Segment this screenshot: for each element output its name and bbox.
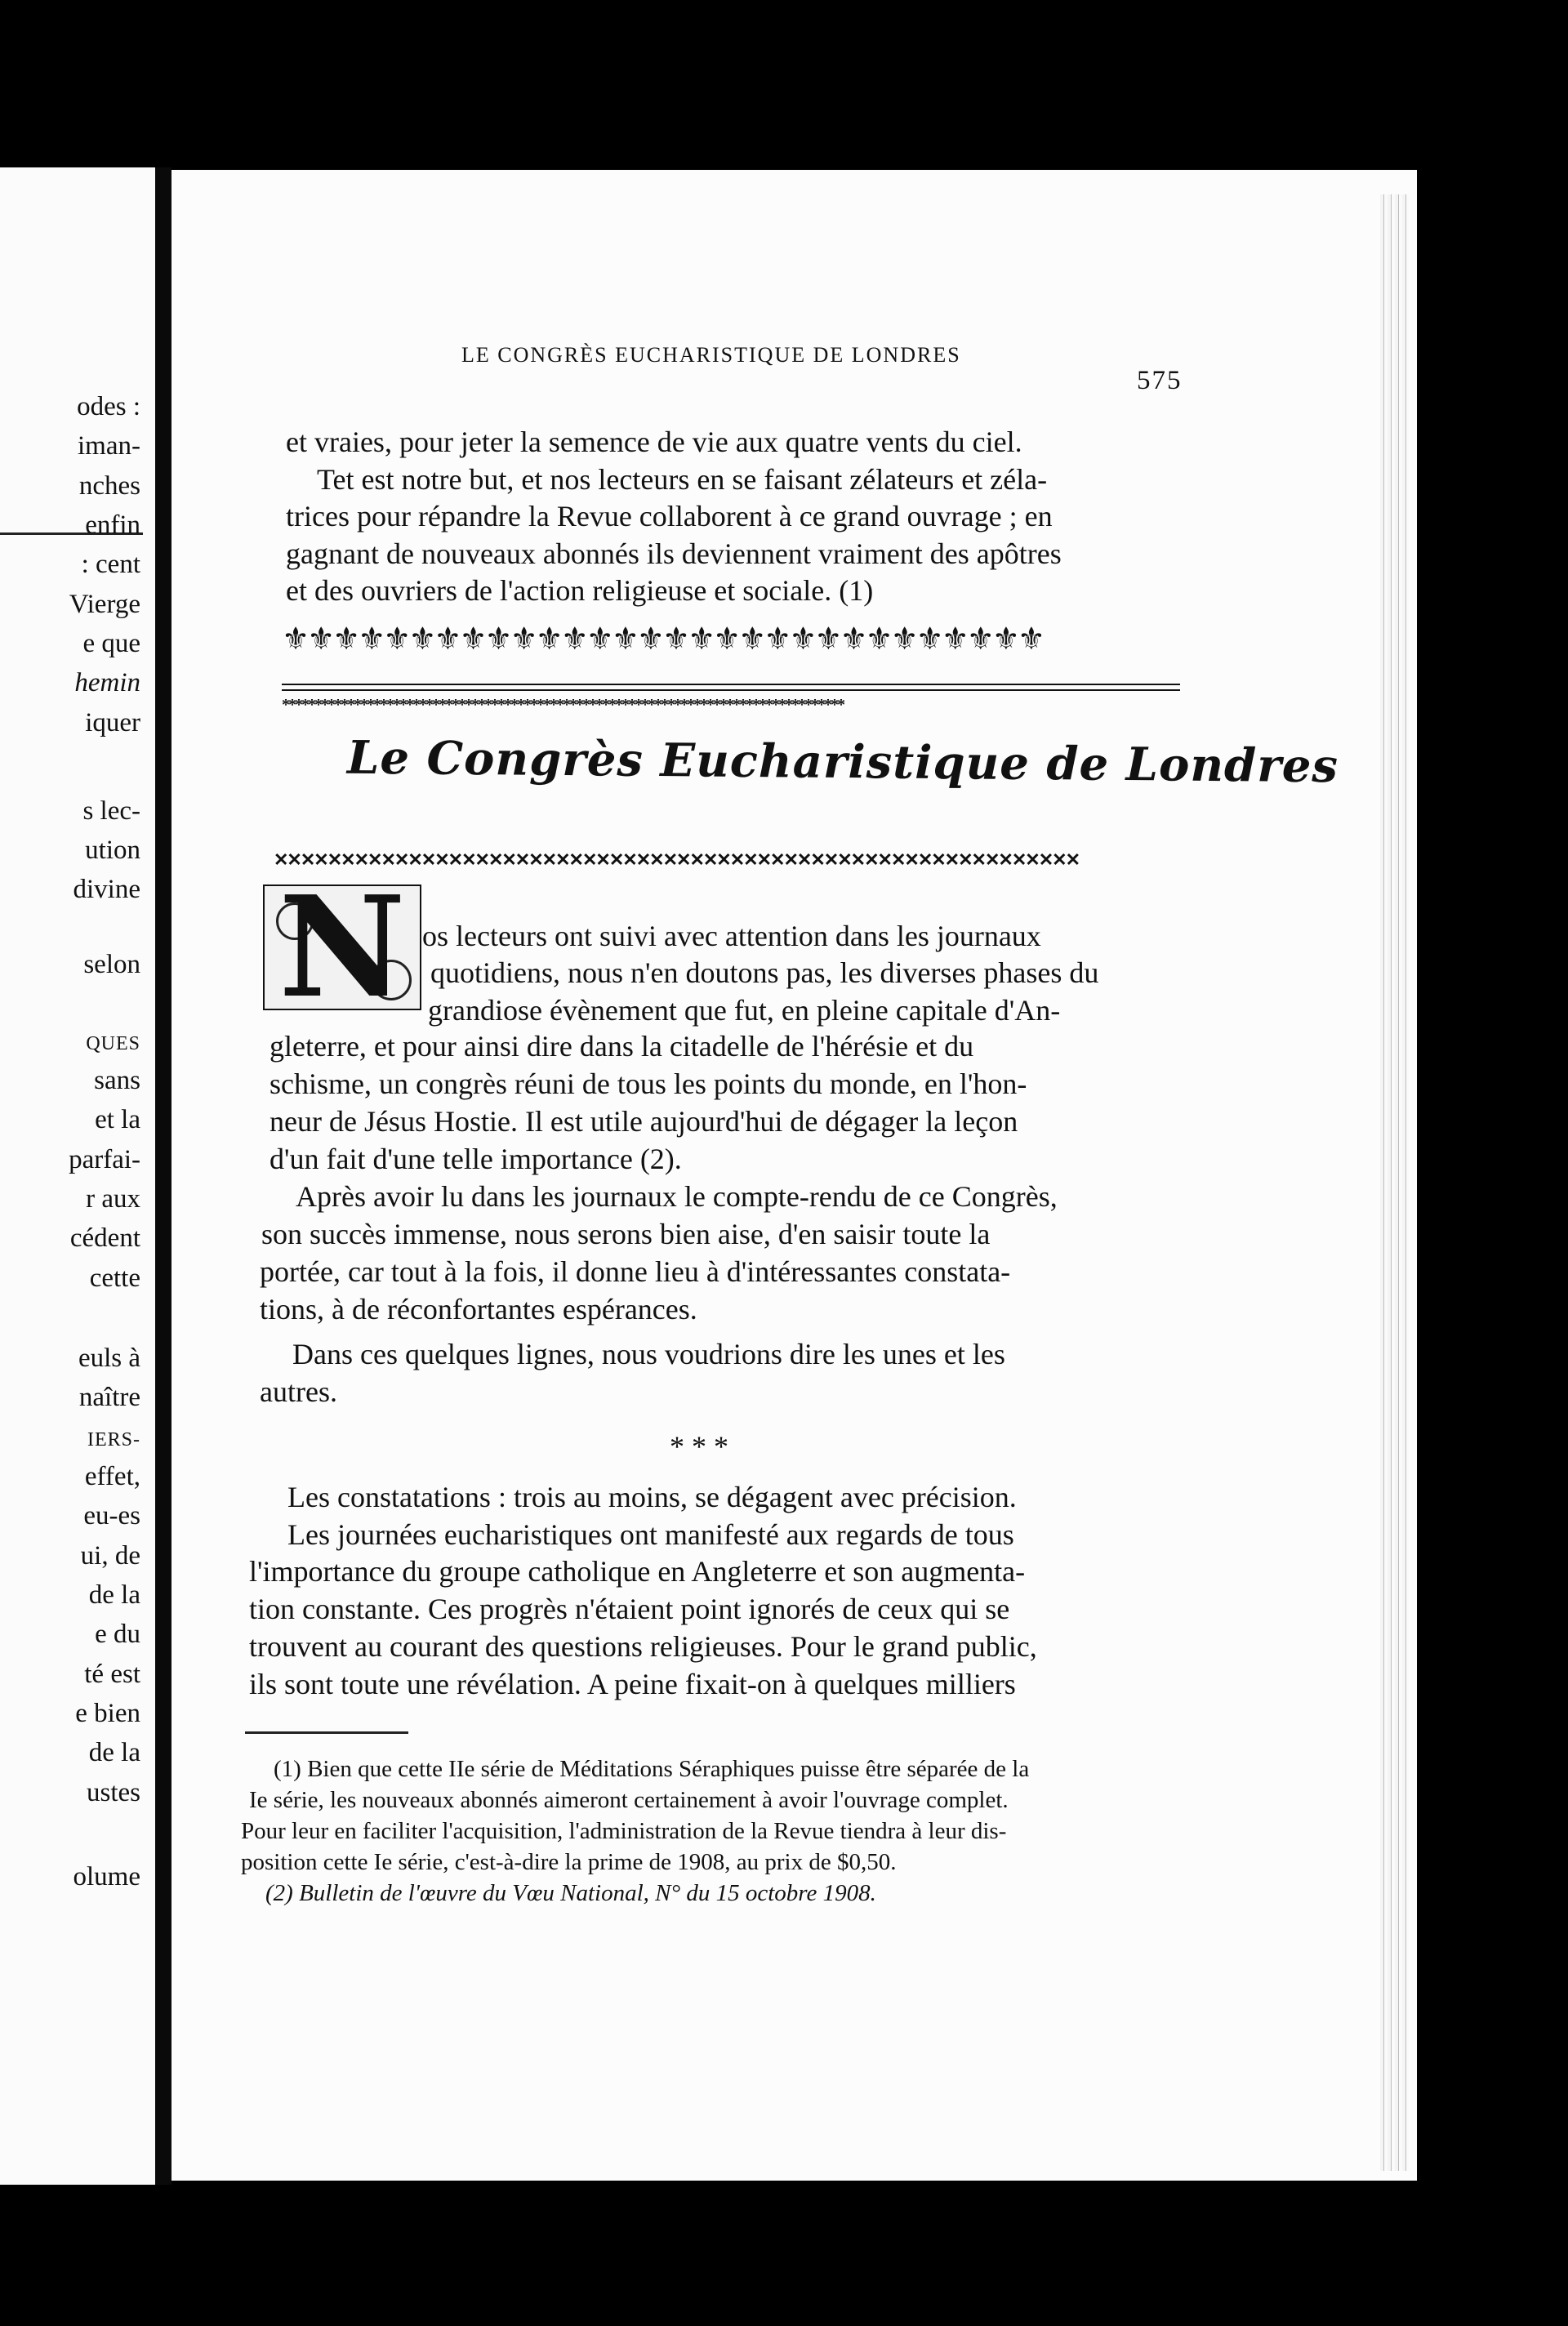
left-fragment: iman- [78, 431, 140, 461]
double-rule [282, 684, 1180, 691]
left-fragment: selon [83, 950, 140, 979]
left-fragment: odes : [77, 392, 140, 421]
article-line: portée, car tout à la fois, il donne lieu à d'intéressantes constata- [260, 1255, 1011, 1288]
cross-ornament-row: ✕✕✕✕✕✕✕✕✕✕✕✕✕✕✕✕✕✕✕✕✕✕✕✕✕✕✕✕✕✕✕✕✕✕✕✕✕✕✕✕✕✕✕✕✕✕✕✕✕✕✕✕✕✕✕✕✕✕✕✕ [274, 849, 1080, 870]
article-line: schisme, un congrès réuni de tous les points du monde, en l'hon- [270, 1067, 1027, 1100]
intro-line: trices pour répandre la Revue collaborent à ce grand ouvrage ; en [286, 500, 1053, 532]
article-line: tion constante. Ces progrès n'étaient point ignorés de ceux qui se [249, 1593, 1010, 1625]
intro-line: et des ouvriers de l'action religieuse et sociale. (1) [286, 574, 874, 607]
left-fragment: eu-es [83, 1501, 140, 1531]
article-line: ils sont toute une révélation. A peine fixait-on à quelques milliers [249, 1668, 1016, 1700]
left-fragment: naître [78, 1383, 140, 1412]
article-line: Après avoir lu dans les journaux le compte-rendu de ce Congrès, [296, 1180, 1058, 1213]
article-line: gleterre, et pour ainsi dire dans la citadelle de l'hérésie et du [270, 1030, 974, 1063]
running-title: LE CONGRÈS EUCHARISTIQUE DE LONDRES [461, 343, 961, 367]
decorated-dropcap [263, 866, 421, 1029]
left-fragment: de la [88, 1738, 140, 1767]
article-line: autres. [260, 1375, 337, 1408]
left-fragment: ution [85, 835, 140, 865]
left-fragment: ui, de [80, 1541, 140, 1571]
left-fragment: olume [73, 1862, 140, 1892]
left-fragment: iquer [85, 708, 140, 737]
left-fragment: e du [95, 1620, 140, 1649]
page-number: 575 [1137, 366, 1183, 395]
intro-line: et vraies, pour jeter la semence de vie aux quatre vents du ciel. [286, 426, 1022, 458]
intro-line: Tet est notre but, et nos lecteurs en se faisant zélateurs et zéla- [317, 463, 1048, 496]
footnote-line: Ie série, les nouveaux abonnés aimeront certainement à avoir l'ouvrage complet. [249, 1787, 1009, 1813]
article-line: grandiose évènement que fut, en pleine capitale d'An- [428, 994, 1061, 1027]
left-page [0, 167, 155, 2185]
dropcap-letter: N [278, 866, 406, 1029]
article-line: trouvent au courant des questions religieuses. Pour le grand public, [249, 1630, 1037, 1663]
left-fragment: euls à [78, 1343, 140, 1373]
fleur-de-lis-ornament-row: ⚜⚜⚜⚜⚜⚜⚜⚜⚜⚜⚜⚜⚜⚜⚜⚜⚜⚜⚜⚜⚜⚜⚜⚜⚜⚜⚜⚜⚜⚜ [282, 622, 1043, 657]
book-gutter [155, 167, 172, 2185]
left-fragment: IERS- [87, 1429, 140, 1450]
left-fragment: cédent [69, 1223, 140, 1253]
footnote-line: position cette Ie série, c'est-à-dire la prime de 1908, au prix de $0,50. [241, 1849, 897, 1875]
left-fragment: et la [95, 1105, 140, 1134]
left-fragment: cette [89, 1263, 140, 1293]
article-line: os lecteurs ont suivi avec attention dans les journaux [422, 920, 1041, 952]
left-fragment: sans [94, 1066, 140, 1095]
left-fragment: e que [82, 629, 140, 658]
article-line: Les constatations : trois au moins, se dégagent avec précision. [287, 1481, 1017, 1513]
left-fragment: Vierge [69, 590, 140, 619]
article-line: Dans ces quelques lignes, nous voudrions dire les unes et les [292, 1338, 1005, 1370]
left-fragment: divine [73, 875, 140, 904]
article-line: quotidiens, nous n'en doutons pas, les diverses phases du [430, 956, 1099, 989]
footnote-line: (2) Bulletin de l'œuvre du Vœu National, N° du 15 octobre 1908. [265, 1880, 876, 1906]
left-fragment: parfai- [69, 1145, 140, 1174]
left-fragment: enfin [85, 510, 140, 540]
left-fragment: effet, [84, 1462, 140, 1491]
article-line: neur de Jésus Hostie. Il est utile aujourd'hui de dégager la leçon [270, 1105, 1018, 1138]
article-line: d'un fait d'une telle importance (2). [270, 1143, 682, 1175]
intro-line: gagnant de nouveaux abonnés ils deviennent vraiment des apôtres [286, 537, 1062, 570]
left-fragment: hemin [74, 668, 140, 697]
left-fragment: té est [84, 1660, 140, 1689]
section-separator: * * * [670, 1430, 728, 1463]
article-line: l'importance du groupe catholique en Angleterre et son augmenta- [249, 1555, 1026, 1588]
star-ornament-row: ************************************************************************************** [282, 696, 844, 714]
left-fragment: : cent [81, 550, 140, 579]
left-fragment: nches [78, 471, 140, 501]
left-fragment: ustes [87, 1778, 140, 1807]
left-fragment: e bien [75, 1699, 140, 1728]
article-title: Le Congrès Eucharistique de Londres [346, 730, 1339, 794]
left-fragment: r aux [86, 1184, 140, 1214]
left-fragment: de la [88, 1580, 140, 1610]
footnote-rule [245, 1731, 408, 1734]
page-edges [1380, 194, 1409, 2171]
article-line: son succès immense, nous serons bien aise, d'en saisir toute la [261, 1218, 991, 1250]
article-line: Les journées eucharistiques ont manifesté aux regards de tous [287, 1518, 1014, 1551]
article-line: tions, à de réconfortantes espérances. [260, 1293, 697, 1326]
left-fragment: s lec- [82, 796, 140, 826]
footnote-line: (1) Bien que cette IIe série de Méditations Séraphiques puisse être séparée de la [274, 1756, 1030, 1782]
footnote-line: Pour leur en faciliter l'acquisition, l'administration de la Revue tiendra à leur dis- [241, 1818, 1007, 1844]
left-fragment: QUES [86, 1033, 140, 1054]
